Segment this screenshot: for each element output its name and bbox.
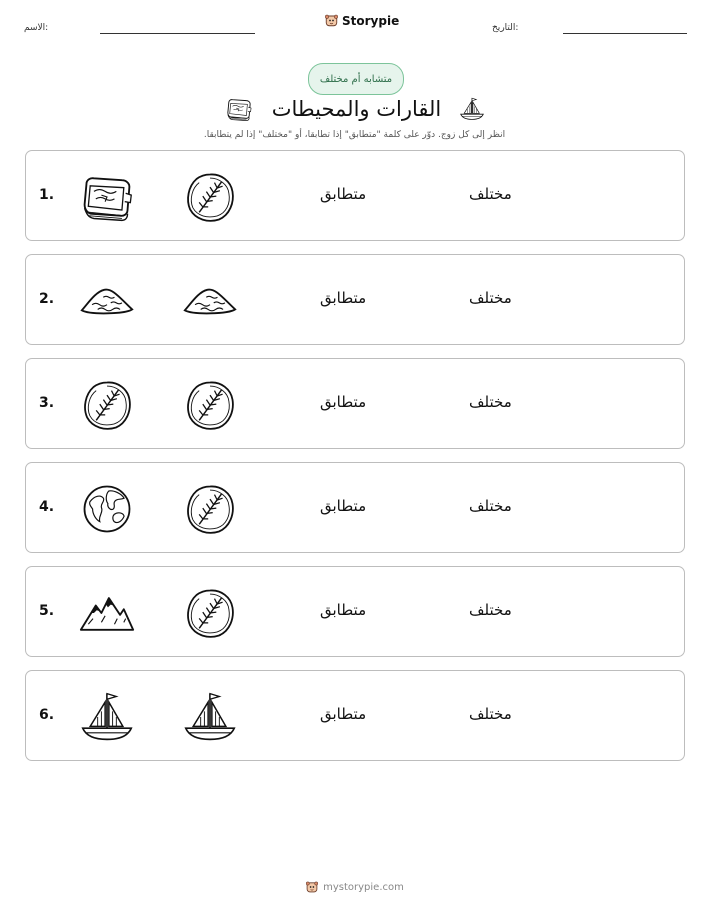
different-option[interactable]: مختلف <box>469 497 512 515</box>
same-option[interactable]: متطابق <box>320 705 367 723</box>
different-option[interactable]: مختلف <box>469 289 512 307</box>
footer <box>0 880 709 894</box>
footer-site: mystorypie.com <box>323 881 404 893</box>
mascot-icon <box>324 13 339 28</box>
same-option[interactable]: متطابق <box>320 393 367 411</box>
question-number: 6. <box>39 707 55 723</box>
same-option[interactable]: متطابق <box>320 289 367 307</box>
question-number: 1. <box>39 187 55 203</box>
same-option[interactable]: متطابق <box>320 185 367 203</box>
same-option[interactable]: متطابق <box>320 601 367 619</box>
question-number: 5. <box>39 603 55 619</box>
mountain-icon <box>79 586 135 640</box>
question-row <box>25 670 685 761</box>
question-row <box>25 150 685 241</box>
leaf-fossil-icon <box>182 482 238 536</box>
mascot-icon <box>305 880 319 894</box>
leaf-fossil-icon <box>79 378 135 432</box>
sailboat-icon <box>79 690 135 744</box>
different-option[interactable]: مختلف <box>469 393 512 411</box>
book-icon <box>224 96 254 122</box>
storypie-logo <box>324 13 399 28</box>
date-label: التاريخ: <box>492 23 519 33</box>
leaf-fossil-icon <box>182 586 238 640</box>
sand-pile-icon <box>79 274 135 328</box>
worksheet-header <box>0 0 709 50</box>
different-option[interactable]: مختلف <box>469 705 512 723</box>
name-label: الاسم: <box>24 23 49 33</box>
sailboat-icon <box>182 690 238 744</box>
same-option[interactable]: متطابق <box>320 497 367 515</box>
different-option[interactable]: مختلف <box>469 185 512 203</box>
question-number: 4. <box>39 499 55 515</box>
topic-badge: متشابه أم مختلف <box>308 63 404 95</box>
question-number: 2. <box>39 291 55 307</box>
brand-name: Storypie <box>342 13 400 28</box>
globe-icon <box>79 482 135 536</box>
book-icon <box>79 170 135 224</box>
title-row <box>0 92 709 126</box>
instructions: انظر إلى كل زوج. دوّر على كلمة "متطابق" إذا تطابقا، أو "مختلف" إذا لم يتطابقا. <box>203 130 506 140</box>
page-title: القارات والمحيطات <box>271 97 442 121</box>
name-write-line <box>100 33 255 34</box>
question-row <box>25 358 685 449</box>
question-list <box>25 150 685 774</box>
question-row <box>25 254 685 345</box>
question-row <box>25 462 685 553</box>
leaf-fossil-icon <box>182 170 238 224</box>
sand-pile-icon <box>182 274 238 328</box>
question-number: 3. <box>39 395 55 411</box>
different-option[interactable]: مختلف <box>469 601 512 619</box>
date-write-line <box>563 33 687 34</box>
sailboat-icon <box>459 96 485 122</box>
leaf-fossil-icon <box>182 378 238 432</box>
question-row <box>25 566 685 657</box>
